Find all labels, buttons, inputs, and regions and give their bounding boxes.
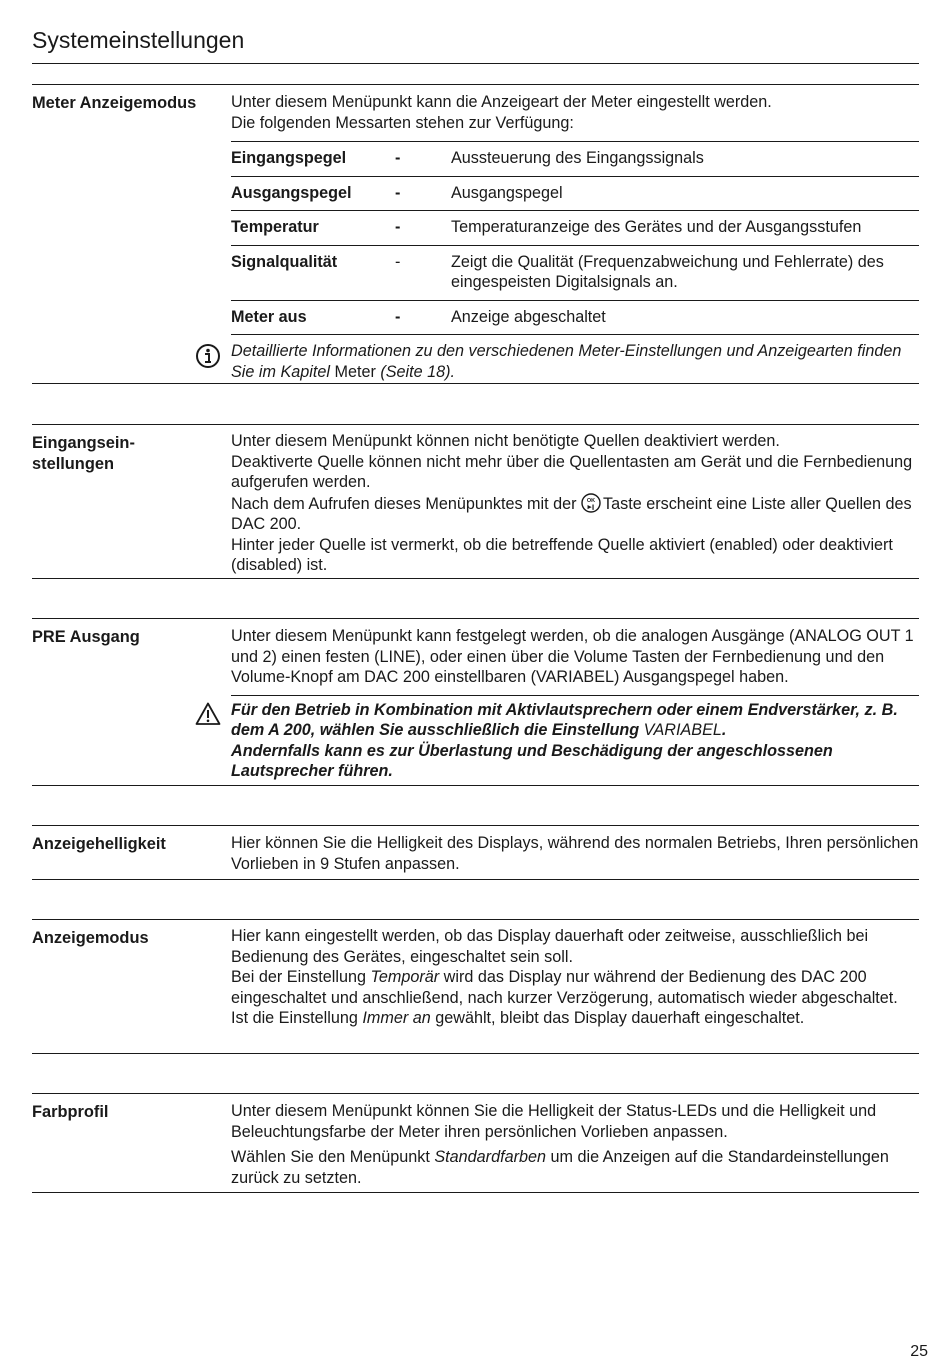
note-text-part: Detaillierte Informationen zu den verschiedenen Meter-Einstellungen und Anzeigearten finden Sie im Kapitel [231, 342, 902, 381]
play-pause-glyph: ▶‖ [587, 504, 595, 510]
body-text-part: Bei der Einstellung [231, 968, 371, 986]
warning-text-part: . [721, 721, 727, 739]
section-heading: Anzeigemodus [32, 929, 149, 947]
body-text-part: ) Ausgangspegel haben. [614, 668, 789, 686]
table-row [231, 141, 919, 176]
section-eingangseinstellungen [32, 424, 919, 579]
body-text-part: Nach dem Aufrufen dieses Menüpunktes mit der [231, 494, 582, 513]
body-line [231, 1008, 919, 1029]
section-body [231, 431, 919, 576]
warning-text-part: Für den Betrieb in Kombination mit Aktivlautsprechern oder einem Endverstärker, z. B. dem A 200, wählen Sie ausschließlich die Einstellung [231, 700, 898, 739]
row-desc: Temperaturanzeige des Gerätes und der Ausgangsstufen [451, 218, 862, 236]
body-line: Unter diesem Menüpunkt können Sie die Helligkeit der Status-LEDs und die Helligkeit und Beleuchtungsfarbe der Meter ihren persönlichen Vorlieben anpassen. [231, 1102, 877, 1141]
section-anzeigemodus [32, 919, 919, 1054]
table-row [231, 176, 919, 211]
row-dash: - [395, 149, 401, 167]
intro-line: Unter diesem Menüpunkt kann die Anzeigeart der Meter eingestellt werden. [231, 93, 772, 111]
section-meter-anzeigemodus [32, 84, 919, 384]
body-text-part: Unter diesem Menüpunkt kann festgelegt werden, ob die analogen Ausgänge (ANALOG OUT 1 und 2) einen festen ( [231, 627, 914, 666]
row-term: Ausgangspegel [231, 183, 352, 202]
body-text-part: ), oder einen über die Volume Tasten der Fernbedienung und den Volume-Knopf am DAC 200 einstellbaren ( [231, 647, 885, 686]
row-dash: - [395, 218, 401, 236]
body-text-part: wird das Display nur während der Bedienung des DAC 200 eingeschaltet und anschließend, nach kurzer Verzögerung, automatisch wieder abgeschaltet. [231, 968, 898, 1007]
section-body [231, 926, 919, 1029]
warning-text: Andernfalls kann es zur Überlastung und Beschädigung der angeschlossenen Lautsprecher führen. [231, 741, 833, 780]
section-heading: Anzeigehelligkeit [32, 835, 166, 853]
row-term: Meter aus [231, 307, 307, 326]
setting-temporaer: Temporär [370, 968, 440, 986]
ok-glyph: OK [586, 497, 596, 504]
row-desc: Ausgangspegel [451, 183, 563, 202]
info-note [231, 334, 919, 382]
title-rule [32, 63, 919, 64]
meter-types-table [231, 141, 919, 382]
section-heading: Farbprofil [32, 1103, 109, 1121]
note-text-part: (Seite 18). [375, 362, 456, 381]
warning-note [231, 695, 919, 782]
warning-text [231, 700, 919, 741]
body-text [231, 626, 919, 688]
body-line [231, 493, 919, 535]
table-row [231, 245, 919, 300]
section-heading: Meter Anzeigemodus [32, 94, 197, 112]
body-text-part: gewählt, bleibt das Display dauerhaft eingeschaltet. [430, 1009, 805, 1027]
info-icon [195, 343, 221, 369]
body-line [231, 1147, 919, 1188]
body-line: Hinter jeder Quelle ist vermerkt, ob die betreffende Quelle aktiviert (enabled) oder deaktiviert (disabled) ist. [231, 535, 893, 574]
note-text [231, 341, 919, 382]
row-dash: - [395, 183, 401, 202]
section-heading: PRE Ausgang [32, 628, 140, 646]
section-heading [32, 433, 222, 474]
heading-line: stellungen [32, 454, 114, 473]
page-title: Systemeinstellungen [32, 27, 245, 53]
section-farbprofil [32, 1093, 919, 1193]
table-row [231, 210, 919, 245]
row-desc: Aussteuerung des Eingangssignals [451, 149, 704, 167]
section-body [231, 1101, 919, 1188]
section-body [231, 626, 919, 782]
section-pre-ausgang [32, 618, 919, 786]
row-dash: - [395, 307, 401, 326]
body-text-part: Wählen Sie den Menüpunkt [231, 1148, 435, 1166]
ok-play-pause-icon [581, 493, 601, 513]
body-text: Hier können Sie die Helligkeit des Displays, während des normalen Betriebs, Ihren persönlichen Vorlieben in 9 Stufen anpassen. [231, 834, 919, 873]
body-text-part: um die Anzeigen auf die Standardeinstellungen zurück zu setzten. [231, 1148, 889, 1187]
section-body [231, 92, 919, 382]
setting-variabel: VARIABEL [536, 668, 615, 686]
body-line: Deaktiverte Quelle können nicht mehr über die Quellentasten am Gerät und die Fernbedienung aufgerufen werden. [231, 452, 913, 491]
body-text-part: Ist die Einstellung [231, 1009, 363, 1027]
section-body [231, 833, 919, 874]
intro-line: Die folgenden Messarten stehen zur Verfügung: [231, 113, 574, 132]
warning-triangle-icon [195, 701, 221, 727]
section-anzeigehelligkeit [32, 825, 919, 880]
body-line: Hier kann eingestellt werden, ob das Display dauerhaft oder zeitweise, ausschließlich bei Bedienung des Gerätes, eingeschaltet sein soll. [231, 927, 869, 966]
body-line: Unter diesem Menüpunkt können nicht benötigte Quellen deaktiviert werden. [231, 432, 780, 450]
chapter-reference: Meter [334, 362, 376, 381]
row-term: Signalqualität [231, 252, 338, 271]
row-dash: - [395, 252, 401, 271]
table-row [231, 300, 919, 335]
body-line [231, 967, 919, 1008]
row-term: Eingangspegel [231, 149, 347, 167]
setting-immer-an: Immer an [362, 1009, 431, 1027]
row-term: Temperatur [231, 218, 319, 236]
setting-standardfarben: Standardfarben [434, 1148, 546, 1166]
setting-line: LINE [379, 647, 416, 666]
body-text-part: Taste erscheint eine Liste aller Quellen des DAC 200. [231, 494, 912, 533]
row-desc: Zeigt die Qualität (Frequenzabweichung und Fehlerrate) des eingespeisten Digitalsignals an. [451, 252, 884, 291]
row-desc: Anzeige abgeschaltet [451, 307, 606, 326]
page-number: 25 [910, 1343, 928, 1360]
setting-variabel: VARIABEL [643, 721, 722, 739]
heading-line: Eingangsein- [32, 434, 135, 452]
